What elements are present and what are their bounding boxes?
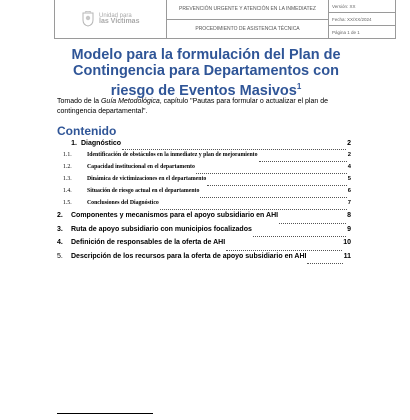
toc-leader	[226, 250, 342, 251]
logo-line-1: Unidad para	[99, 13, 132, 19]
toc-text: Situación de riesgo actual en el departamento	[87, 188, 200, 194]
toc-text: Ruta de apoyo subsidiario con municipios focalizados	[71, 225, 252, 233]
toc-leader	[160, 209, 347, 210]
process-name: PREVENCIÓN URGENTE Y ATENCIÓN EN LA INMEDIATEZ	[179, 6, 316, 13]
toc-page: 2	[347, 140, 351, 147]
page-number: Página 1 de 1	[329, 25, 395, 38]
toc-leader	[253, 236, 346, 237]
version-label: Versión: XX	[332, 3, 356, 9]
toc-page: 9	[347, 225, 351, 233]
toc-entry-1-5[interactable]	[57, 200, 351, 212]
toc-leader	[259, 161, 347, 162]
intro-paragraph	[57, 97, 357, 117]
header-process-cells	[167, 0, 329, 38]
document-title-text: Modelo para la formulación del Plan de Contingencia para Departamentos con riesgo de Eventos Masivos	[71, 47, 341, 99]
contents-heading: Contenido	[57, 124, 117, 138]
intro-suffix: , capítulo "Pautas para formular o actualizar el plan de contingencia departamental".	[57, 98, 328, 115]
toc-number: 4.	[57, 239, 63, 246]
toc-page: 2	[347, 152, 351, 158]
toc-number: 1.2.	[63, 164, 72, 170]
toc-page: 6	[347, 188, 351, 194]
toc-text: Descripción de los recursos para la oferta de apoyo subsidiario en AHI	[71, 252, 307, 260]
toc-entry-diagnostico[interactable]	[57, 140, 351, 152]
procedure-name: PROCEDIMIENTO DE ASISTENCIA TÉCNICA	[167, 19, 328, 39]
toc-text: Componentes y mecanismos para el apoyo subsidiario en AHI	[71, 212, 279, 219]
table-of-contents	[57, 140, 351, 266]
toc-text: Capacidad institucional en el departamento	[87, 164, 195, 170]
logo-cell	[55, 0, 167, 38]
toc-entry-4[interactable]	[57, 239, 351, 253]
toc-page: 5	[347, 176, 351, 182]
toc-number: 1.	[71, 140, 77, 147]
toc-number: 1.1.	[63, 152, 72, 158]
toc-page: 8	[347, 212, 351, 219]
toc-leader	[307, 263, 342, 264]
toc-leader	[279, 223, 346, 224]
document-header	[54, 0, 396, 39]
toc-leader	[207, 185, 346, 186]
toc-number: 1.4.	[63, 188, 72, 194]
toc-entry-1-4[interactable]	[57, 188, 351, 200]
date-label: Fecha: XX/XX/2024	[329, 12, 395, 25]
toc-number: 1.3.	[63, 176, 72, 182]
intro-prefix: Tomado de la	[57, 98, 101, 105]
coat-of-arms-icon	[81, 11, 95, 27]
toc-number: 3.	[57, 225, 63, 233]
toc-text: Conclusiones del Diagnóstico	[87, 200, 159, 206]
document-title	[58, 47, 354, 99]
toc-entry-2[interactable]	[57, 212, 351, 226]
toc-entry-1-3[interactable]	[57, 176, 351, 188]
toc-leader	[200, 197, 346, 198]
toc-text: Diagnóstico	[81, 140, 122, 147]
toc-number: 1.5.	[63, 200, 72, 206]
toc-number: 2.	[57, 212, 63, 219]
footnote-separator	[57, 413, 153, 414]
toc-entry-5[interactable]	[57, 253, 351, 267]
toc-entry-1-1[interactable]	[57, 152, 351, 164]
toc-text: Identificación de obstáculos en la inmediatez y plan de mejoramiento	[87, 152, 258, 158]
toc-page: 4	[347, 164, 351, 170]
logo-text	[99, 13, 139, 25]
toc-entry-1-2[interactable]	[57, 164, 351, 176]
header-meta-cells	[329, 0, 395, 38]
toc-number: 5.	[57, 252, 63, 260]
toc-leader	[196, 173, 347, 174]
footnote-reference[interactable]: 1	[296, 82, 302, 91]
toc-leader	[122, 149, 346, 150]
toc-text: Dinámica de victimizaciones en el departamento	[87, 176, 207, 182]
toc-page: 11	[343, 252, 351, 260]
intro-guide-name: Guía Metodológica	[100, 98, 160, 105]
logo-line-2: las Víctimas	[99, 18, 140, 25]
toc-entry-3[interactable]	[57, 226, 351, 240]
toc-page: 10	[343, 239, 351, 246]
toc-page: 7	[347, 200, 351, 206]
toc-text: Definición de responsables de la oferta de AHI	[71, 239, 226, 246]
